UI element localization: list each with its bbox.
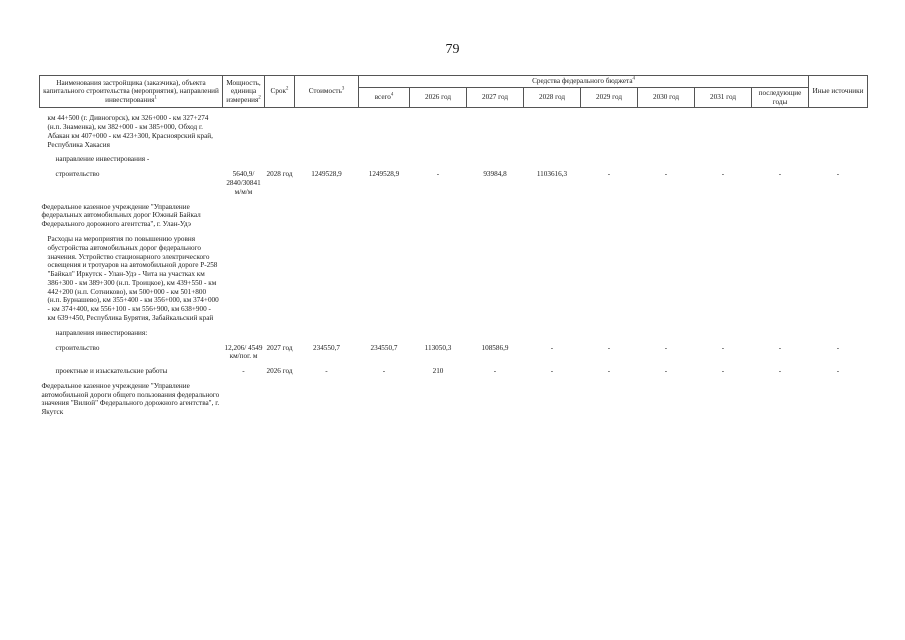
cost-cell: 1249528,9 <box>311 170 342 179</box>
header-other-sources: Иные источники <box>809 76 868 108</box>
y2029-cell: - <box>607 170 611 179</box>
header-federal-budget: Средства федерального бюджета$^4$ <box>359 76 809 88</box>
y2031-cell: - <box>721 343 725 352</box>
header-term: Срок$^2$ <box>265 76 295 108</box>
header-2030: 2030 год <box>638 87 695 108</box>
header-2031: 2031 год <box>695 87 752 108</box>
y2031-cell: - <box>721 367 725 376</box>
term-cell: 2028 год <box>266 170 293 179</box>
y2028-cell: 1103616,3 <box>536 170 568 179</box>
y2030-cell: - <box>664 343 668 352</box>
table-row <box>40 170 868 196</box>
y2027-cell: - <box>493 367 497 376</box>
table-row <box>40 367 868 376</box>
page-number: 79 <box>445 42 460 57</box>
row-label: строительство <box>55 343 100 352</box>
header-2027: 2027 год <box>467 87 524 108</box>
y2028-cell: - <box>550 343 554 352</box>
other-cell: - <box>836 367 840 376</box>
y2027-cell: 93984,8 <box>483 170 507 179</box>
y2029-cell: - <box>607 367 611 376</box>
header-2029: 2029 год <box>581 87 638 108</box>
y2026-cell: 113050,3 <box>424 343 452 352</box>
y2026-cell: 210 <box>432 367 444 376</box>
investment-direction: направление инвестирования - <box>55 155 150 164</box>
later-cell: - <box>778 170 782 179</box>
y2027-cell: 108586,9 <box>481 343 509 352</box>
y2030-cell: - <box>664 367 668 376</box>
later-cell: - <box>778 367 782 376</box>
investment-direction: направления инвестирования: <box>55 328 148 337</box>
y2031-cell: - <box>721 170 725 179</box>
header-name: Наименования застройщика (заказчика), объекта капитального строительства (мероприятия), направлений инвестирования$^1$ <box>40 76 223 108</box>
capacity-cell: 12,206/ 4549 км/пог. м <box>224 343 263 361</box>
later-cell: - <box>778 343 782 352</box>
header-2026: 2026 год <box>410 87 467 108</box>
total-cell: 1249528,9 <box>368 170 400 179</box>
table-row <box>40 344 868 362</box>
object-description: Расходы на мероприятия по повышению уровня обустройства автомобильных дорог федерального значения. Устройство стационарного электрического освещения и тротуаров на автомобильной дороге Р-258 "Байкал" Иркутск - Улан-Удэ - Чита на участках км 386+300 - км 389+300 (н.п. Троицкое), км 439+550 - км 442+200 (н.п. Сотниково), км 500+000 - км 501+800 (н.п. Бурнашево), км 355+400 - км 356+000, км 374+000 - км 374+400, км 556+100 - км 556+900, км 638+900 - км 639+450, Республика Бурятия, Забайкальский край <box>47 234 219 322</box>
y2029-cell: - <box>607 343 611 352</box>
row-label: строительство <box>55 170 100 179</box>
y2030-cell: - <box>664 170 668 179</box>
capacity-cell: 5640,9/ 2840/30841 м/м/м <box>226 170 261 196</box>
term-cell: 2027 год <box>266 343 293 352</box>
cost-cell: 234550,7 <box>313 343 340 352</box>
object-description: км 44+500 (г. Дивногорск), км 326+000 - км 327+274 (н.п. Знаменка), км 382+000 - км 385+000, Обход г. Абакан км 407+000 - км 423+300, Красноярский край, Республика Хакасия <box>47 114 213 149</box>
other-cell: - <box>836 343 840 352</box>
developer-name: Федеральное казенное учреждение "Управление федеральных автомобильных дорог Южный Байкал Федерального дорожного агентства", г. Улан-Удэ <box>41 202 201 229</box>
term-cell: 2026 год <box>266 367 293 376</box>
investment-table <box>39 75 868 417</box>
cost-cell: - <box>325 367 328 376</box>
header-2028: 2028 год <box>524 87 581 108</box>
header-capacity: Мощность, единица измерения$^2$ <box>223 76 265 108</box>
capacity-cell: - <box>242 367 245 376</box>
row-label: проектные и изыскательские работы <box>55 367 168 376</box>
header-later-years: последующие годы <box>752 87 809 108</box>
header-cost: Стоимость$^3$ <box>295 76 359 108</box>
other-cell: - <box>836 170 840 179</box>
developer-name: Федеральное казенное учреждение "Управление автомобильной дороги общего пользования федерального значения "Вилюй" Федерального дорожного агентства", г. Якутск <box>41 381 220 417</box>
total-cell: - <box>382 367 386 376</box>
y2026-cell: - <box>436 170 440 179</box>
y2028-cell: - <box>550 367 554 376</box>
header-total: всего$^4$ <box>359 87 410 108</box>
total-cell: 234550,7 <box>370 343 398 352</box>
